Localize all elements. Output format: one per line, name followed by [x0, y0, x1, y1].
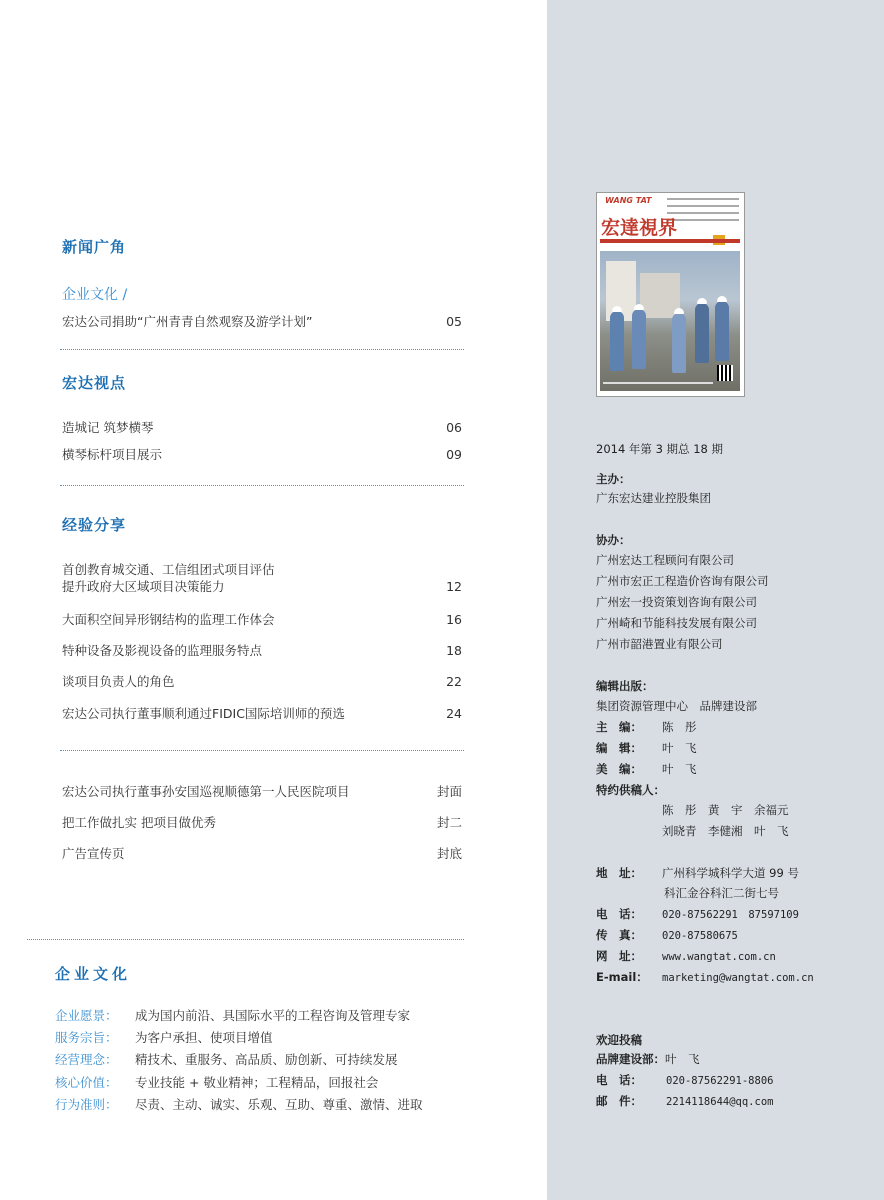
- cover-brand: WANG TAT: [605, 196, 652, 205]
- qr-code: [717, 365, 733, 381]
- toc-entry-page: 06: [446, 420, 462, 435]
- co-host-label: 协办：: [596, 533, 631, 547]
- chief-editor-value: 陈 彤: [662, 720, 697, 734]
- toc-entry-cover[interactable]: [62, 814, 462, 831]
- person-shape: [715, 301, 729, 361]
- fax-value: 020-87580675: [662, 930, 738, 942]
- submission-phone-value: 020-87562291-8806: [666, 1075, 774, 1087]
- toc-entry[interactable]: [62, 419, 462, 436]
- toc-entry-page: 18: [446, 643, 462, 658]
- cover-title: 宏達視界: [601, 217, 678, 239]
- toc-entry-title: 特种设备及影视设备的监理服务特点: [62, 643, 263, 658]
- toc-entry-title-line2: 提升政府大区域项目决策能力: [62, 579, 225, 594]
- submission-email-link[interactable]: 2214118644@qq.com: [666, 1096, 774, 1108]
- helmet-shape: [674, 308, 684, 314]
- editor-label: 编辑出版：: [596, 679, 654, 693]
- person-shape: [672, 313, 686, 373]
- helmet-shape: [717, 296, 727, 302]
- email-label: E-mail：: [596, 970, 648, 984]
- editor-value: 叶 飞: [662, 741, 697, 755]
- culture-key: 服务宗旨：: [55, 1030, 118, 1045]
- culture-row: [55, 1097, 423, 1113]
- person-shape: [610, 311, 624, 371]
- culture-key: 核心价值：: [55, 1075, 118, 1090]
- culture-row: [55, 1030, 273, 1046]
- toc-entry[interactable]: [62, 705, 462, 722]
- cover-footer: [603, 382, 713, 384]
- toc-entry[interactable]: [62, 611, 462, 628]
- address-label: 地 址：: [596, 866, 642, 880]
- divider: [60, 485, 464, 486]
- co-host-name: 广州崎和节能科技发展有限公司: [596, 616, 757, 630]
- magazine-cover-thumbnail[interactable]: [596, 192, 745, 397]
- fax-label: 传 真：: [596, 928, 642, 942]
- toc-entry-title: 宏达公司捐助“广州青青自然观察及游学计划”: [62, 314, 313, 329]
- submission-email: [596, 1094, 773, 1109]
- toc-entry[interactable]: [62, 561, 462, 595]
- cover-headlines: [667, 198, 739, 226]
- culture-row: [55, 1008, 410, 1024]
- culture-value: 专业技能 + 敬业精神；工程精品，回报社会: [135, 1075, 379, 1090]
- section-share-title: 经验分享: [62, 516, 127, 534]
- fax: [596, 928, 738, 943]
- submission-dept-label: 品牌建设部：: [596, 1052, 665, 1066]
- address-line2: 科汇金谷科汇二街七号: [664, 886, 779, 900]
- cover-red-bar: [600, 239, 740, 243]
- issue-info: 2014 年第 3 期总 18 期: [596, 442, 723, 456]
- toc-entry-title: 谈项目负责人的角色: [62, 674, 175, 689]
- culture-key: 行为准则：: [55, 1097, 118, 1112]
- toc-entry-title: 把工作做扎实 把项目做优秀: [62, 815, 216, 830]
- culture-row: [55, 1075, 378, 1091]
- chief-editor-label: 主 编：: [596, 720, 642, 734]
- email: [596, 970, 814, 985]
- toc-entry-cover[interactable]: [62, 845, 462, 862]
- host-name: 广东宏达建业控股集团: [596, 491, 711, 505]
- editor-label: 编 辑：: [596, 741, 642, 755]
- toc-entry-page: 05: [446, 314, 462, 329]
- toc-entry[interactable]: [62, 673, 462, 690]
- editor: [596, 741, 697, 755]
- toc-entry-page: 封二: [436, 815, 462, 830]
- helmet-shape: [697, 298, 707, 304]
- toc-entry[interactable]: [62, 446, 462, 463]
- phone-label: 电 话：: [596, 907, 642, 921]
- toc-entry-title-line1: 首创教育城交通、工信组团式项目评估: [62, 562, 275, 577]
- toc-entry[interactable]: [62, 642, 462, 659]
- culture-value: 为客户承担、使项目增值: [135, 1030, 273, 1045]
- co-host-name: 广州市韶港置业有限公司: [596, 637, 723, 651]
- culture-value: 成为国内前沿、具国际水平的工程咨询及管理专家: [135, 1008, 411, 1023]
- culture-title: 企业文化: [55, 965, 132, 983]
- culture-key: 经营理念：: [55, 1052, 118, 1067]
- email-link[interactable]: marketing@wangtat.com.cn: [662, 972, 814, 984]
- person-shape: [695, 303, 709, 363]
- toc-entry-page: 12: [446, 579, 462, 594]
- culture-value: 精技术、重服务、高品质、励创新、可持续发展: [135, 1052, 398, 1067]
- toc-entry-title: 宏达公司执行董事孙安国巡视顺德第一人民医院项目: [62, 784, 350, 799]
- toc-entry-page: 封底: [436, 846, 462, 861]
- art-editor-value: 叶 飞: [662, 762, 697, 776]
- divider: [60, 750, 464, 751]
- submission-title: 欢迎投稿: [596, 1033, 642, 1047]
- toc-entry-page: 22: [446, 674, 462, 689]
- co-host-name: 广州市宏正工程造价咨询有限公司: [596, 574, 769, 588]
- website-label: 网 址：: [596, 949, 642, 963]
- address-line1: 广州科学城科学大道 99 号: [662, 866, 799, 880]
- submission-dept-value: 叶 飞: [665, 1052, 700, 1066]
- chief-editor: [596, 720, 697, 734]
- submission-dept: [596, 1052, 700, 1066]
- toc-entry-cover[interactable]: [62, 783, 462, 800]
- submission-phone-label: 电 话：: [596, 1073, 642, 1087]
- address: [596, 866, 799, 880]
- toc-entry[interactable]: [62, 313, 462, 330]
- contributors-line: 刘晓青 李健湘 叶 飞: [662, 824, 789, 838]
- contributors-label: 特约供稿人：: [596, 783, 665, 797]
- co-host-name: 广州宏达工程顾问有限公司: [596, 553, 734, 567]
- website-link[interactable]: www.wangtat.com.cn: [662, 951, 776, 963]
- toc-entry-title: 广告宣传页: [62, 846, 125, 861]
- culture-row: [55, 1052, 398, 1068]
- culture-key: 企业愿景：: [55, 1008, 118, 1023]
- art-editor: [596, 762, 697, 776]
- co-host-name: 广州宏一投资策划咨询有限公司: [596, 595, 757, 609]
- toc-entry-page: 09: [446, 447, 462, 462]
- divider: [27, 939, 464, 940]
- host-label: 主办：: [596, 472, 631, 486]
- person-shape: [632, 309, 646, 369]
- section-news-title: 新闻广角: [62, 238, 127, 256]
- phone: [596, 907, 799, 922]
- toc-entry-page: 封面: [436, 784, 462, 799]
- phone-value: 020-87562291 87597109: [662, 909, 799, 921]
- divider: [60, 349, 464, 350]
- toc-entry-title: 大面积空间异形钢结构的监理工作体会: [62, 612, 275, 627]
- toc-entry-page: 24: [446, 706, 462, 721]
- website: [596, 949, 776, 964]
- submission-email-label: 邮 件：: [596, 1094, 642, 1108]
- contributors-line: 陈 彤 黄 宇 余福元: [662, 803, 789, 817]
- toc-entry-title: 横琴标杆项目展示: [62, 447, 163, 462]
- culture-value: 尽责、主动、诚实、乐观、互助、尊重、激情、进取: [135, 1097, 423, 1112]
- section-view-title: 宏达视点: [62, 374, 127, 392]
- section-news-subtitle: 企业文化 /: [62, 287, 128, 303]
- toc-entry-title: 造城记 筑梦横琴: [62, 420, 154, 435]
- editor-dept: 集团资源管理中心 品牌建设部: [596, 699, 757, 713]
- toc-entry-page: 16: [446, 612, 462, 627]
- helmet-shape: [634, 304, 644, 310]
- helmet-shape: [612, 306, 622, 312]
- art-editor-label: 美 编：: [596, 762, 642, 776]
- submission-phone: [596, 1073, 773, 1088]
- toc-entry-title: 宏达公司执行董事顺利通过FIDIC国际培训师的预选: [62, 706, 345, 721]
